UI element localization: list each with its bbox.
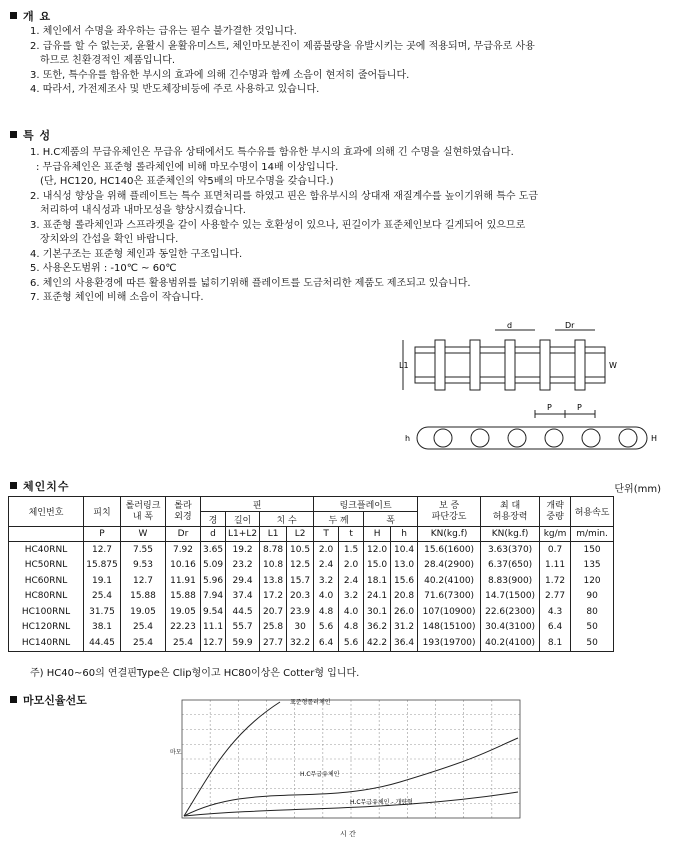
- table-cell: HC40RNL: [9, 542, 84, 558]
- table-cell: 90: [571, 589, 614, 605]
- table-cell: 31.2: [391, 620, 418, 636]
- feature-line-4: 4. 기본구조는 표준형 체인과 동일한 구조입니다.: [30, 248, 243, 260]
- table-cell: 1.72: [540, 573, 571, 589]
- chain-spec-table: [8, 496, 614, 652]
- table-cell: 30.4(3100): [481, 620, 540, 636]
- table-cell: 23.2: [226, 558, 260, 574]
- feature-line-5: 5. 사용온도범위 : -10℃ ~ 60℃: [30, 263, 177, 274]
- table-row: [9, 573, 614, 589]
- table-cell: 6.37(650): [481, 558, 540, 574]
- table-cell: 31.75: [84, 604, 121, 620]
- table-cell: 50: [571, 620, 614, 636]
- overview-line-3: 3. 또한, 특수유를 함유한 부시의 효과에 의해 긴수명과 함께 소음이 현저히 줄어듭니다.: [30, 69, 410, 81]
- th-sym-l1l2: L1+L2: [226, 527, 260, 542]
- label-p2: P: [577, 403, 582, 412]
- table-cell: 8.1: [540, 635, 571, 651]
- table-cell: 25.4: [84, 589, 121, 605]
- table-cell: 12.7: [84, 542, 121, 558]
- th-sym-T: T: [314, 527, 339, 542]
- table-cell: 55.7: [226, 620, 260, 636]
- feature-line-6: 6. 체인의 사용환경에 따른 활용범위를 넓히기위해 플레이트를 도금처리한 제품도 제조되고 있습니다.: [30, 277, 471, 289]
- feature-line-3: 3. 표준형 롤라체인과 스프라켓을 같이 사용할수 있는 호환성이 있으나, 핀길이가 표준체인보다 길게되어 있으므로: [30, 219, 526, 231]
- table-cell: 59.9: [226, 635, 260, 651]
- overview-heading: 개 요: [10, 8, 51, 24]
- table-cell: 24.1: [364, 589, 391, 605]
- table-cell: 14.7(1500): [481, 589, 540, 605]
- table-cell: 22.6(2300): [481, 604, 540, 620]
- table-cell: 150: [571, 542, 614, 558]
- table-cell: 15.6(1600): [418, 542, 481, 558]
- table-cell: 10.4: [391, 542, 418, 558]
- table-cell: 6.4: [314, 635, 339, 651]
- table-cell: 12.7: [201, 635, 226, 651]
- dims-note: 주) HC40~60의 연결핀Type은 Clip형이고 HC80이상은 Cotter형 입니다.: [30, 668, 360, 679]
- th-pin-dim: 치 수: [260, 512, 314, 527]
- table-cell: 23.9: [287, 604, 314, 620]
- table-cell: 20.8: [391, 589, 418, 605]
- table-cell: 13.8: [260, 573, 287, 589]
- table-cell: 9.53: [121, 558, 166, 574]
- table-cell: 2.4: [314, 558, 339, 574]
- th-max-load: 최 대 허용장력: [481, 497, 540, 527]
- table-cell: 5.6: [314, 620, 339, 636]
- feature-line-1b: (단, HC120, HC140은 표준체인의 약5배의 마모수명을 갖습니다.): [40, 176, 334, 187]
- table-cell: 26.0: [391, 604, 418, 620]
- th-speed: 허용속도: [571, 497, 614, 527]
- table-cell: 12.5: [287, 558, 314, 574]
- table-row: [9, 620, 614, 636]
- th-roller-width: 롤러링크 내 폭: [121, 497, 166, 527]
- table-cell: 32.2: [287, 635, 314, 651]
- th-roller-dia: 롤라 외경: [166, 497, 201, 527]
- dims-heading: 체인치수: [10, 478, 70, 494]
- table-cell: 37.4: [226, 589, 260, 605]
- table-cell: 25.8: [260, 620, 287, 636]
- table-cell: 8.83(900): [481, 573, 540, 589]
- th-link-plate: 링크플레이트: [314, 497, 418, 512]
- table-cell: 11.1: [201, 620, 226, 636]
- table-row: [9, 542, 614, 558]
- th-sym-t: t: [339, 527, 364, 542]
- th-pin-len: 길이: [226, 512, 260, 527]
- th-chain-no: 체인번호: [9, 497, 84, 527]
- table-cell: 40.2(4100): [481, 635, 540, 651]
- unit-label: 단위(mm): [614, 484, 661, 495]
- table-cell: 107(10900): [418, 604, 481, 620]
- th-sym-w: W: [121, 527, 166, 542]
- table-row: [9, 589, 614, 605]
- table-cell: 13.0: [391, 558, 418, 574]
- table-cell: 17.2: [260, 589, 287, 605]
- table-cell: 71.6(7300): [418, 589, 481, 605]
- table-cell: 4.0: [339, 604, 364, 620]
- table-cell: 2.4: [339, 573, 364, 589]
- table-cell: 3.65: [201, 542, 226, 558]
- label-l1: L1: [399, 361, 409, 370]
- table-cell: 148(15100): [418, 620, 481, 636]
- wear-chart: [170, 694, 530, 842]
- table-cell: 25.4: [121, 620, 166, 636]
- table-cell: 193(19700): [418, 635, 481, 651]
- table-cell: 15.7: [287, 573, 314, 589]
- th-weight: 개략 중량: [540, 497, 571, 527]
- th-sym-mmin: m/min.: [571, 527, 614, 542]
- wear-heading: 마모신율선도: [10, 692, 87, 708]
- table-cell: 7.92: [166, 542, 201, 558]
- th-sym-d: d: [201, 527, 226, 542]
- table-cell: 50: [571, 635, 614, 651]
- table-cell: HC120RNL: [9, 620, 84, 636]
- th-sym-H: H: [364, 527, 391, 542]
- th-sym-kn1: KN(kg.f): [418, 527, 481, 542]
- table-cell: 10.5: [287, 542, 314, 558]
- table-cell: 18.1: [364, 573, 391, 589]
- th-sym-kgm: kg/m: [540, 527, 571, 542]
- table-cell: 4.8: [339, 620, 364, 636]
- table-row: [9, 558, 614, 574]
- feature-line-3b: 장치와의 간섭을 확인 바랍니다.: [40, 234, 179, 245]
- table-cell: 28.4(2900): [418, 558, 481, 574]
- th-sym-kn2: KN(kg.f): [481, 527, 540, 542]
- table-cell: 19.05: [166, 604, 201, 620]
- feature-line-7: 7. 표준형 체인에 비해 소음이 작습니다.: [30, 292, 204, 303]
- table-cell: 6.4: [540, 620, 571, 636]
- label-dr: Dr: [565, 322, 575, 330]
- th-thick: 두 께: [314, 512, 364, 527]
- table-cell: 10.8: [260, 558, 287, 574]
- table-cell: 25.4: [166, 635, 201, 651]
- label-h: H: [651, 434, 658, 443]
- th-pin: 핀: [201, 497, 314, 512]
- table-cell: 36.4: [391, 635, 418, 651]
- table-cell: 36.2: [364, 620, 391, 636]
- th-pin-d: 경: [201, 512, 226, 527]
- table-cell: 5.09: [201, 558, 226, 574]
- table-cell: 3.2: [314, 573, 339, 589]
- label-w: W: [609, 361, 617, 370]
- table-cell: 38.1: [84, 620, 121, 636]
- overview-line-1: 1. 체인에서 수명을 좌우하는 급유는 필수 불가결한 것입니다.: [30, 26, 297, 37]
- table-cell: 5.96: [201, 573, 226, 589]
- table-cell: 25.4: [121, 635, 166, 651]
- table-cell: 15.88: [121, 589, 166, 605]
- th-width: 폭: [364, 512, 418, 527]
- table-cell: 19.2: [226, 542, 260, 558]
- th-blank: [9, 527, 84, 542]
- table-cell: 5.6: [339, 635, 364, 651]
- table-cell: 42.2: [364, 635, 391, 651]
- th-sym-p: P: [84, 527, 121, 542]
- table-cell: 15.0: [364, 558, 391, 574]
- table-cell: 15.6: [391, 573, 418, 589]
- table-cell: 2.0: [314, 542, 339, 558]
- table-cell: 135: [571, 558, 614, 574]
- table-cell: 2.0: [339, 558, 364, 574]
- label-h-small: h: [405, 434, 411, 443]
- label-curve-standard: 표준형롤러체인: [290, 699, 331, 706]
- th-pitch: 피치: [84, 497, 121, 527]
- wear-xlabel: 시 간: [340, 830, 356, 838]
- table-cell: 120: [571, 573, 614, 589]
- table-cell: 2.77: [540, 589, 571, 605]
- table-cell: 22.23: [166, 620, 201, 636]
- table-cell: 44.5: [226, 604, 260, 620]
- table-row: [9, 604, 614, 620]
- table-cell: HC50RNL: [9, 558, 84, 574]
- table-cell: 3.63(370): [481, 542, 540, 558]
- th-sym-l1: L1: [260, 527, 287, 542]
- table-cell: 12.0: [364, 542, 391, 558]
- overview-line-2b: 하므로 친환경적인 제품입니다.: [40, 55, 176, 66]
- chain-dimension-diagram: [395, 322, 670, 462]
- overview-line-2: 2. 급유를 할 수 없는곳, 윤활시 윤활유미스트, 체인마모분진이 제품불량을 유발시키는 곳에 적용되며, 무급유로 사용: [30, 40, 535, 52]
- table-cell: 8.78: [260, 542, 287, 558]
- table-cell: 7.94: [201, 589, 226, 605]
- square-bullet-icon: [10, 12, 17, 19]
- label-curve-hc: H.C무급유체인: [300, 771, 340, 778]
- features-heading: 특 성: [10, 127, 51, 143]
- wear-ylabel: 마모: [170, 749, 182, 756]
- table-cell: 29.4: [226, 573, 260, 589]
- table-cell: 0.7: [540, 542, 571, 558]
- feature-line-2: 2. 내식성 향상을 위해 플레이트는 특수 표면처리를 하였고 핀은 함유부시의 상대재 재질계수를 높이기위해 특수 도금: [30, 190, 539, 202]
- table-cell: 44.45: [84, 635, 121, 651]
- table-cell: 20.3: [287, 589, 314, 605]
- feature-line-1a: : 무급유체인은 표준형 롤라체인에 비해 마모수명이 14배 이상입니다.: [36, 161, 339, 173]
- overview-line-4: 4. 따라서, 가전제조사 및 반도체장비등에 주로 사용하고 있습니다.: [30, 84, 320, 95]
- table-cell: 40.2(4100): [418, 573, 481, 589]
- square-bullet-icon: [10, 696, 17, 703]
- table-cell: 15.88: [166, 589, 201, 605]
- feature-line-1: 1. H.C제품의 무급유체인은 무급유 상태에서도 특수유를 함유한 부시의 효과에 의해 긴 수명을 실현하였습니다.: [30, 147, 514, 158]
- table-cell: 9.54: [201, 604, 226, 620]
- table-cell: HC140RNL: [9, 635, 84, 651]
- table-cell: 30.1: [364, 604, 391, 620]
- table-cell: 12.7: [121, 573, 166, 589]
- table-cell: 1.11: [540, 558, 571, 574]
- table-cell: 4.0: [314, 589, 339, 605]
- square-bullet-icon: [10, 131, 17, 138]
- th-sym-l2: L2: [287, 527, 314, 542]
- th-sym-dr: Dr: [166, 527, 201, 542]
- square-bullet-icon: [10, 482, 17, 489]
- table-cell: 10.16: [166, 558, 201, 574]
- table-cell: 80: [571, 604, 614, 620]
- table-cell: 15.875: [84, 558, 121, 574]
- th-sym-h: h: [391, 527, 418, 542]
- table-cell: 4.3: [540, 604, 571, 620]
- table-cell: 4.8: [314, 604, 339, 620]
- table-cell: 1.5: [339, 542, 364, 558]
- overview-body: [30, 25, 535, 98]
- table-cell: 20.7: [260, 604, 287, 620]
- label-p1: P: [547, 403, 552, 412]
- table-cell: 7.55: [121, 542, 166, 558]
- table-cell: HC60RNL: [9, 573, 84, 589]
- table-cell: 30: [287, 620, 314, 636]
- feature-line-2b: 처리하여 내식성과 내마모성을 향상시켰습니다.: [40, 205, 246, 216]
- table-cell: 19.1: [84, 573, 121, 589]
- label-curve-hc2: H.C무급유체인 - 개량형: [350, 799, 413, 806]
- table-cell: 11.91: [166, 573, 201, 589]
- table-cell: HC80RNL: [9, 589, 84, 605]
- table-row: [9, 635, 614, 651]
- th-min-strength: 보 증 파단강도: [418, 497, 481, 527]
- table-cell: 3.2: [339, 589, 364, 605]
- features-body: [30, 146, 538, 306]
- table-cell: 19.05: [121, 604, 166, 620]
- table-cell: HC100RNL: [9, 604, 84, 620]
- label-d: d: [507, 322, 513, 330]
- table-cell: 27.7: [260, 635, 287, 651]
- spec-table-body: [9, 542, 614, 652]
